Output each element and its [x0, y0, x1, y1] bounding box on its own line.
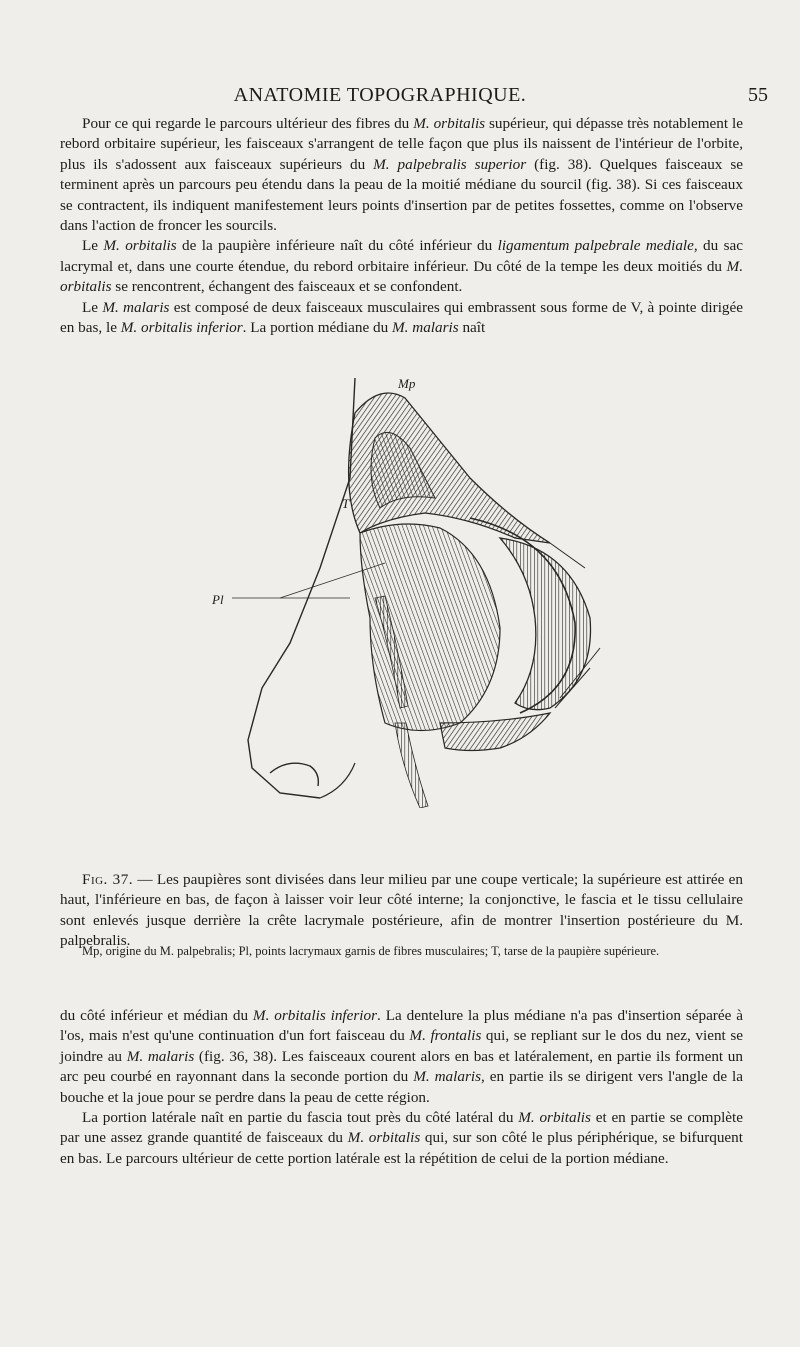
legend-text: Mp, origine du M. palpebralis; Pl, points lacrymaux garnis de fibres musculaires; T, tarse de la paupière supérieure. — [82, 944, 660, 958]
nostril-curve — [270, 763, 318, 786]
body-text-bottom — [60, 1006, 743, 1169]
body-text-top — [60, 114, 743, 338]
paragraph: Le M. malaris est composé de deux faisceaux musculaires qui embrassent sous forme de V, à pointe dirigée en bas, le M. orbitalis inferior. La portion médiane du M. malaris naît — [60, 298, 743, 337]
paragraph: Pour ce qui regarde le parcours ultérieur des fibres du M. orbitalis supérieur, qui dépasse très notablement le rebord orbitaire supérieur, les faisceaux s'arrangent de telle façon que plus ils naissent de l'intérieur de l'orbite, plus ils s'adossent aux faisceaux supérieurs du M. palpebralis superior (fig. 38). Quelques faisceaux se terminent après un parcours peu étendu dans la peau de la moitié médiane du sourcil (fig. 38). Si ces faisceaux se contractent, ils indiquent manifestement leurs points d'insertion par de petites fossettes, comme on l'observe dans l'action de froncer les sourcils. — [60, 115, 744, 235]
face-outline — [248, 378, 355, 798]
label-pl: Pl — [212, 592, 224, 607]
label-mp: Mp — [398, 376, 416, 391]
paragraph: Le M. orbitalis de la paupière inférieure naît du côté inférieur du ligamentum palpebrale mediale, du sac lacrymal et, dans une courte étendue, du rebord orbitaire inférieur. Du côté de la tempe les deux moitiés du M. orbitalis se rencontrent, échangent des faisceaux et se confondent. — [60, 237, 743, 296]
running-head: ANATOMIE TOPOGRAPHIQUE. — [233, 84, 527, 106]
palpebral-muscle — [360, 524, 500, 731]
eyeball-socket — [500, 538, 591, 710]
anatomical-illustration — [170, 368, 630, 808]
label-t: T — [342, 496, 350, 511]
lower-fibres — [395, 723, 428, 808]
figure-caption — [60, 870, 743, 952]
figure-legend — [60, 942, 743, 960]
caption-paragraph: Fig. 37. — Les paupières sont divisées dans leur milieu par une coupe verticale; la supérieure est attirée en haut, l'inférieure en bas, de façon à laisser voir leur côté interne; la conjonctive, le fascia et le tissu cellulaire sont enlevés jusque derrière la crête lacrymale postérieure, afin de montrer l'insertion postérieure du M. palpebralis. — [60, 871, 743, 950]
figure-number: Fig. 37. — [82, 871, 134, 888]
paragraph: du côté inférieur et médian du M. orbitalis inferior. La dentelure la plus médiane n'a pas d'insertion séparée à l'os, mais n'est qu'une continuation d'un fort faisceau du M. frontalis qui, se repliant sur le dos du nez, vient se joindre au M. malaris (fig. 36, 38). Les faisceaux courent alors en bas et latéralement, en partie ils forment un arc peu courbé en rayonnant dans la seconde portion du M. malaris, en partie ils se dirigent vers l'angle de la bouche et la joue pour se perdre dans la peau de cette région. — [60, 1007, 744, 1106]
paragraph: La portion latérale naît en partie du fascia tout près du côté latéral du M. orbitalis et en partie se complète par une assez grande quantité de faisceaux du M. orbitalis qui, sur son côté le plus périphérique, se bifurquent en bas. Le parcours ultérieur de cette portion latérale est la répétition de celui de la portion médiane. — [60, 1109, 743, 1167]
page-number: 55 — [748, 84, 768, 106]
eyelid-section-drawing — [170, 368, 630, 808]
lip-line — [320, 763, 355, 798]
